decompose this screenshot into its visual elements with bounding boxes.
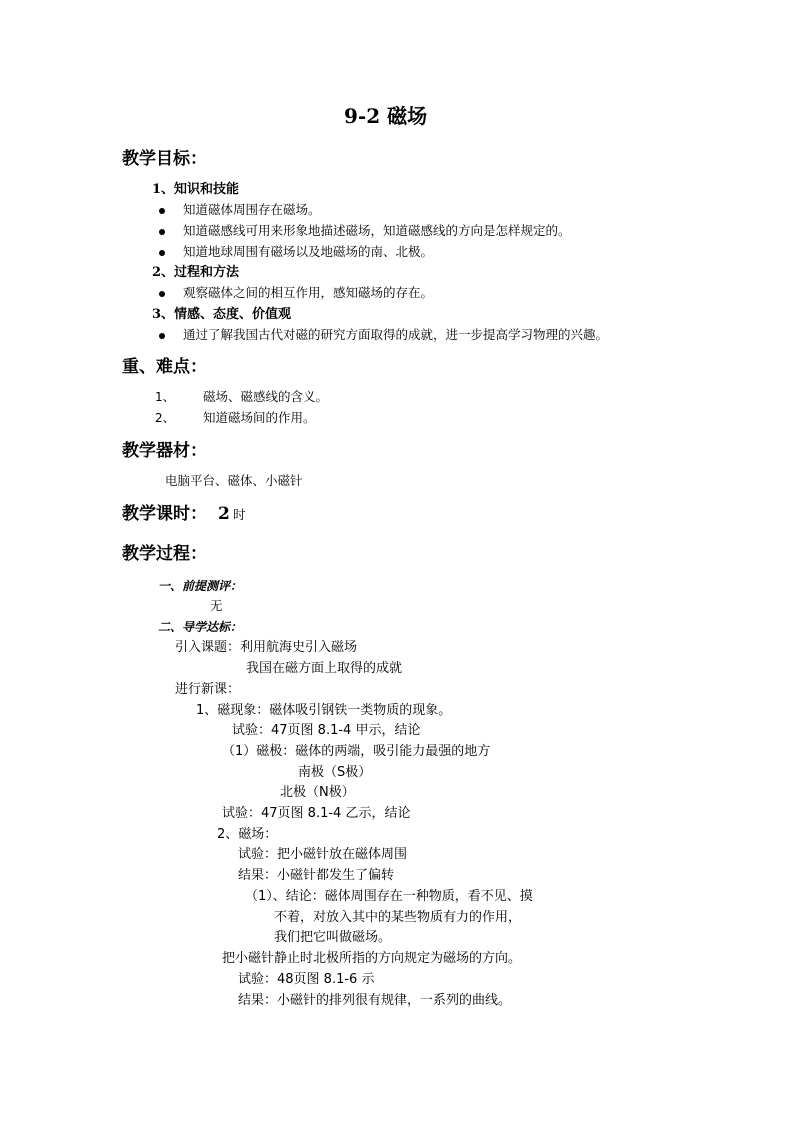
objective-item: 知道磁体周围存在磁场。 xyxy=(183,202,321,217)
process-step-pretest: 一、前提测评： xyxy=(158,579,243,593)
objective-item: 知道地球周围有磁场以及地磁场的南、北极。 xyxy=(183,244,434,259)
process-line: 进行新课： xyxy=(175,682,241,697)
objective-item: 知道磁感线可用来形象地描述磁场，知道磁感线的方向是怎样规定的。 xyxy=(183,223,571,238)
keypoint-number: 2、 xyxy=(155,411,175,425)
hours-value: 2 xyxy=(218,504,230,524)
objective-item: 通过了解我国古代对磁的研究方面取得的成就，进一步提高学习物理的兴趣。 xyxy=(183,327,609,342)
equipment-text: 电脑平台、磁体、小磁针 xyxy=(165,473,303,488)
process-line: 南极（S极） xyxy=(298,765,372,780)
equipment-heading: 教学器材： xyxy=(122,441,207,461)
pretest-content: 无 xyxy=(210,598,223,613)
objectives-heading: 教学目标： xyxy=(122,149,207,169)
keypoint-item: 知道磁场间的作用。 xyxy=(203,410,316,425)
hours-heading: 教学课时： xyxy=(122,504,207,524)
process-line: （1）磁极：磁体的两端，吸引能力最强的地方 xyxy=(222,744,491,759)
bullet-icon xyxy=(159,333,165,339)
process-line: 2、磁场： xyxy=(217,827,278,842)
process-line: 引入课题：利用航海史引入磁场 xyxy=(175,640,358,655)
process-line: 试验：47页图 8.1-4 乙示，结论 xyxy=(222,806,411,821)
process-line: 我国在磁方面上取得的成就 xyxy=(246,661,403,676)
bullet-icon xyxy=(159,291,165,297)
bullet-icon xyxy=(159,208,165,214)
objectives-sub-process: 2、过程和方法 xyxy=(152,265,240,280)
process-line: 不着，对放入其中的某些物质有力的作用， xyxy=(274,910,522,925)
process-line: 试验：47页图 8.1-4 甲示，结论 xyxy=(232,723,421,738)
process-line: （1）、结论：磁体周围存在一种物质，看不见、摸 xyxy=(245,889,533,904)
process-line: 结果：小磁针的排列很有规律，一系列的曲线。 xyxy=(238,993,512,1008)
process-line: 结果：小磁针都发生了偏转 xyxy=(238,868,395,883)
process-step-guide: 二、导学达标： xyxy=(158,620,243,634)
keypoint-item: 磁场、磁感线的含义。 xyxy=(203,389,329,404)
objectives-sub-attitude: 3、情感、态度、价值观 xyxy=(152,307,292,322)
process-line: 1、磁现象：磁体吸引钢铁一类物质的现象。 xyxy=(196,703,452,718)
hours-unit: 时 xyxy=(233,507,246,522)
bullet-icon xyxy=(159,250,165,256)
objective-item: 观察磁体之间的相互作用，感知磁场的存在。 xyxy=(183,285,434,300)
objectives-sub-knowledge: 1、知识和技能 xyxy=(152,182,240,197)
process-line: 试验：把小磁针放在磁体周围 xyxy=(238,847,408,862)
bullet-icon xyxy=(159,229,165,235)
keypoints-heading: 重、难点： xyxy=(122,357,207,377)
process-line: 我们把它叫做磁场。 xyxy=(274,930,392,945)
process-line: 把小磁针静止时北极所指的方向规定为磁场的方向。 xyxy=(222,951,522,966)
page-title: 9-2 磁场 xyxy=(344,104,428,128)
process-line: 试验：48页图 8.1-6 示 xyxy=(238,972,375,987)
process-line: 北极（N极） xyxy=(280,785,355,800)
process-heading: 教学过程： xyxy=(122,544,207,564)
keypoint-number: 1、 xyxy=(155,390,175,404)
